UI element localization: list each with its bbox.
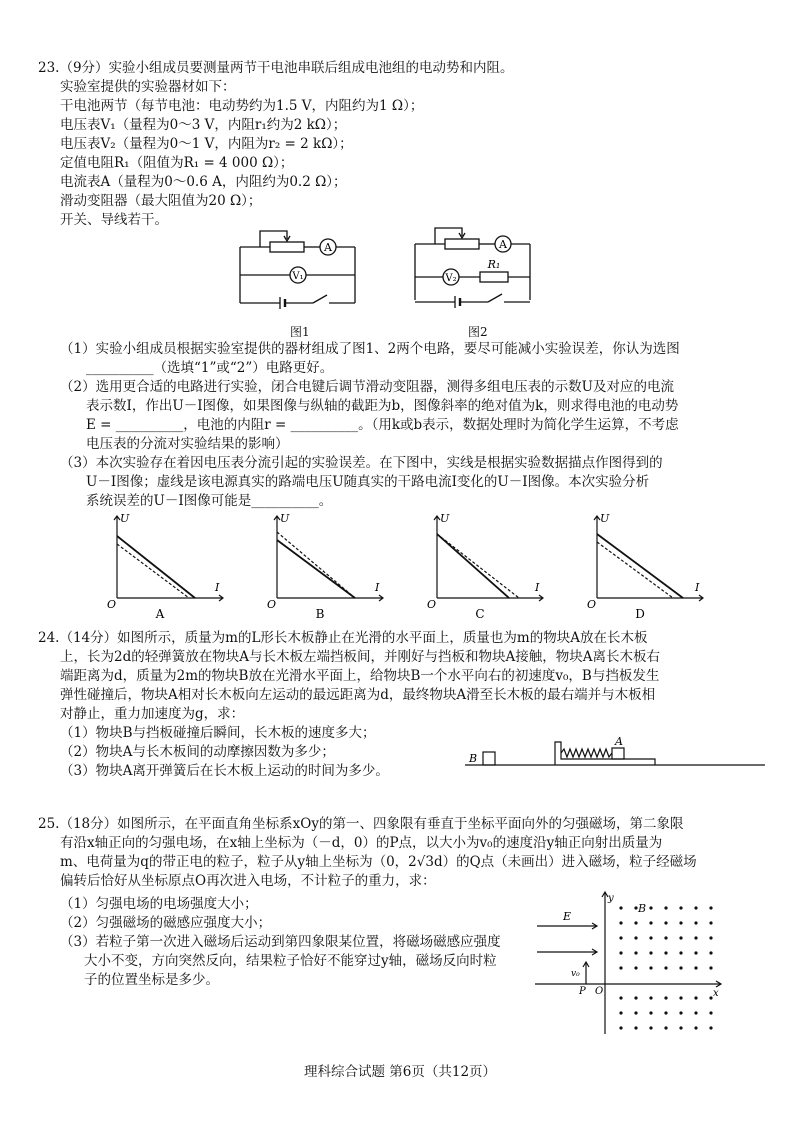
field-dot: [664, 921, 667, 924]
q23-part2-line1: （2）选用更合适的电路进行实验，闭合电键后调节滑动变阻器，测得多组电压表的示数U及对应的电流: [60, 379, 674, 395]
circuit-figure-2: [410, 222, 540, 322]
q25-y-label: y: [608, 893, 614, 904]
magnetic-field-dots: [619, 906, 712, 1029]
q23-part3-line1: （3）本次实验存在着因电压表分流引起的实验误差。在下图中，实线是根据实验数据描点作图得到的: [60, 455, 663, 471]
q25-field-figure: [535, 888, 725, 1038]
circuit-figure-1: [235, 225, 365, 325]
field-dot: [709, 1026, 712, 1029]
field-dot: [619, 1026, 622, 1029]
ui-graph-b: [265, 510, 390, 622]
field-dot: [709, 951, 712, 954]
q25-stem-line2: 有沿x轴正向的匀强电场，在x轴上坐标为（－d，0）的P点，以大小为v₀的速度沿y轴正向射出质量为: [60, 835, 663, 851]
graph-c-u: U: [440, 512, 450, 525]
q24-part3: （3）物块A离开弹簧后在长木板上运动的时间为多少。: [60, 763, 389, 779]
field-dot: [709, 906, 712, 909]
field-dot: [709, 1011, 712, 1014]
q24-block-a-label: A: [615, 735, 623, 748]
field-dot: [649, 906, 652, 909]
field-dot: [679, 1026, 682, 1029]
ammeter-label-2: A: [499, 238, 507, 251]
field-dot: [634, 996, 637, 999]
graph-a-o: O: [107, 598, 117, 611]
field-dot: [694, 996, 697, 999]
q23-voltmeter-2: 电压表V₂（量程为0～1 V，内阻为r₂ = 2 kΩ）；: [60, 136, 353, 152]
voltmeter-2-label: V₂: [445, 273, 457, 284]
graph-b-u: U: [280, 512, 290, 525]
field-dot: [634, 1011, 637, 1014]
field-dot: [649, 951, 652, 954]
field-dot: [664, 906, 667, 909]
field-dot: [619, 936, 622, 939]
q25-part3-line1: （3）若粒子第一次进入磁场后运动到第四象限某位置，将磁场磁感应强度: [60, 934, 501, 950]
q23-rheostat: 滑动变阻器（最大阻值为20 Ω）；: [60, 193, 262, 209]
field-dot: [679, 921, 682, 924]
page-footer: 理科综合试题 第6页（共12页）: [303, 1064, 497, 1080]
field-dot: [619, 1011, 622, 1014]
field-dot: [619, 921, 622, 924]
field-dot: [709, 966, 712, 969]
q25-part1: （1）匀强电场的电场强度大小；: [60, 896, 258, 912]
field-dot: [664, 966, 667, 969]
field-dot: [619, 906, 622, 909]
field-dot: [694, 966, 697, 969]
q25-origin-label: O: [595, 986, 604, 997]
q23-part3-line3: 系统误差的U－I图像可能是__________。: [86, 493, 333, 509]
q23-part2-line3: E = __________，电池的内阻r = __________。（用k或b表示，数据处理时为简化学生运算，不考虑: [86, 417, 679, 433]
q23-resistor: 定值电阻R₁（阻值为R₁ = 4 000 Ω）；: [60, 155, 294, 171]
ui-graph-c: [425, 510, 550, 622]
q25-part3-line3: 子的位置坐标是多少。: [84, 972, 219, 988]
graph-d-o: O: [587, 598, 597, 611]
field-dot: [679, 1011, 682, 1014]
graph-c-o: O: [427, 598, 437, 611]
field-dot: [649, 1026, 652, 1029]
q25-x-label: x: [713, 988, 719, 999]
field-dot: [694, 906, 697, 909]
graph-d-u: U: [600, 512, 610, 525]
q24-block-b-label: B: [469, 752, 478, 765]
q25-part3-line2: 大小不变，方向突然反向，结果粒子恰好不能穿过y轴，磁场反向时粒: [84, 953, 497, 969]
field-dot: [679, 996, 682, 999]
q24-part2: （2）物块A与长木板间的动摩擦因数为多少；: [60, 744, 335, 760]
field-dot: [634, 936, 637, 939]
graph-d-option: D: [635, 607, 645, 621]
field-dot: [649, 936, 652, 939]
field-dot: [649, 1011, 652, 1014]
q23-materials: 实验室提供的实验器材如下：: [60, 79, 236, 95]
field-dot: [634, 966, 637, 969]
q23-part1-line1: （1）实验小组成员根据实验室提供的器材组成了图1、2两个电路，要尽可能减小实验误差，你认为选图: [60, 341, 680, 357]
field-dot: [649, 921, 652, 924]
resistor-r1-label: R₁: [487, 258, 501, 271]
q25-stem-line3: m、电荷量为q的带正电的粒子，粒子从y轴上坐标为（0，2√3d）的Q点（未画出）进入磁场，粒子经磁场: [60, 854, 697, 870]
field-dot: [634, 1026, 637, 1029]
ui-graph-a: [105, 510, 230, 622]
field-dot: [694, 936, 697, 939]
field-dot: [664, 951, 667, 954]
q23-part2-line2: 表示数I，作出U－I图像，如果图像与纵轴的截距为b，图像斜率的绝对值为k，则求得电池的电动势: [86, 398, 679, 414]
field-dot: [679, 906, 682, 909]
q23-part1-line2: __________（选填“1”或“2”）电路更好。: [86, 360, 334, 376]
graph-a-option: A: [155, 607, 165, 621]
q23-battery: 干电池两节（每节电池：电动势约为1.5 V，内阻约为1 Ω）；: [60, 98, 424, 114]
graph-a-i: I: [215, 581, 220, 594]
q24-stem-line1: 24.（14分）如图所示，质量为m的L形长木板静止在光滑的水平面上，质量也为m的物块A放在长木板: [38, 630, 648, 646]
q25-v0-label: v₀: [571, 969, 580, 979]
q23-part2-line4: 电压表的分流对实验结果的影响）: [86, 436, 289, 452]
field-dot: [694, 951, 697, 954]
field-dot: [634, 951, 637, 954]
q25-stem-line4: 偏转后恰好从坐标原点O再次进入电场，不计粒子的重力，求：: [60, 873, 436, 889]
field-dot: [619, 951, 622, 954]
q25-b-label: B: [638, 902, 647, 915]
q24-part1: （1）物块B与挡板碰撞后瞬间，长木板的速度多大；: [60, 725, 376, 741]
graph-c-i: I: [535, 581, 540, 594]
figure-2-caption: 图2: [468, 325, 488, 339]
field-dot: [619, 966, 622, 969]
q23-voltmeter-1: 电压表V₁（量程为0～3 V，内阻r₁约为2 kΩ）；: [60, 117, 347, 133]
q23-part3-line2: U－I图像；虚线是该电源真实的路端电压U随真实的干路电流I变化的U－I图像。本次实验分析: [86, 474, 650, 490]
field-dot: [664, 936, 667, 939]
q24-stem-line5: 对静止，重力加速度为g，求：: [60, 706, 245, 722]
q24-stem-line3: 端距离为d，质量为2m的物块B放在光滑水平面上，给物块B一个水平向右的初速度v₀，B与挡板发生: [60, 668, 660, 684]
q23-switch: 开关、导线若干。: [60, 212, 168, 228]
field-dot: [709, 936, 712, 939]
field-dot: [694, 921, 697, 924]
q25-e-label: E: [563, 910, 572, 923]
q25-p-label: P: [579, 986, 586, 997]
q25-part2: （2）匀强磁场的磁感应强度大小；: [60, 915, 272, 931]
field-dot: [634, 921, 637, 924]
graph-b-o: O: [267, 598, 277, 611]
q23-stem: 23.（9分）实验小组成员要测量两节干电池串联后组成电池组的电动势和内阻。: [38, 60, 514, 76]
graph-c-option: C: [475, 607, 485, 621]
field-dot: [679, 966, 682, 969]
graph-b-option: B: [315, 607, 325, 621]
graph-d-i: I: [695, 581, 700, 594]
field-dot: [664, 1011, 667, 1014]
field-dot: [619, 996, 622, 999]
figure-1-caption: 图1: [290, 325, 310, 339]
field-dot: [694, 1011, 697, 1014]
field-dot: [664, 1026, 667, 1029]
q24-stem-line2: 上，长为2d的轻弹簧放在物块A与长木板左端挡板间，并刚好与挡板和物块A接触，物块A离长木板右: [60, 649, 660, 665]
field-dot: [649, 996, 652, 999]
ui-graph-d: [585, 510, 710, 622]
q25-stem-line1: 25.（18分）如图所示，在平面直角坐标系xOy的第一、四象限有垂直于坐标平面向外的匀强磁场，第二象限: [38, 816, 684, 832]
field-dot: [709, 921, 712, 924]
q23-ammeter: 电流表A（量程为0～0.6 A，内阻约为0.2 Ω）；: [60, 174, 347, 190]
field-dot: [649, 966, 652, 969]
field-dot: [679, 951, 682, 954]
graph-a-u: U: [120, 512, 130, 525]
q24-stem-line4: 弹性碰撞后，物块A相对长木板向左运动的最远距离为d，最终物块A滑至长木板的最右端并与木板相: [60, 687, 656, 703]
field-dot: [679, 936, 682, 939]
voltmeter-1-label: V₁: [292, 271, 304, 282]
field-dot: [694, 1026, 697, 1029]
q24-figure: [465, 728, 765, 770]
field-dot: [664, 996, 667, 999]
graph-b-i: I: [375, 581, 380, 594]
ammeter-label-1: A: [324, 241, 332, 254]
